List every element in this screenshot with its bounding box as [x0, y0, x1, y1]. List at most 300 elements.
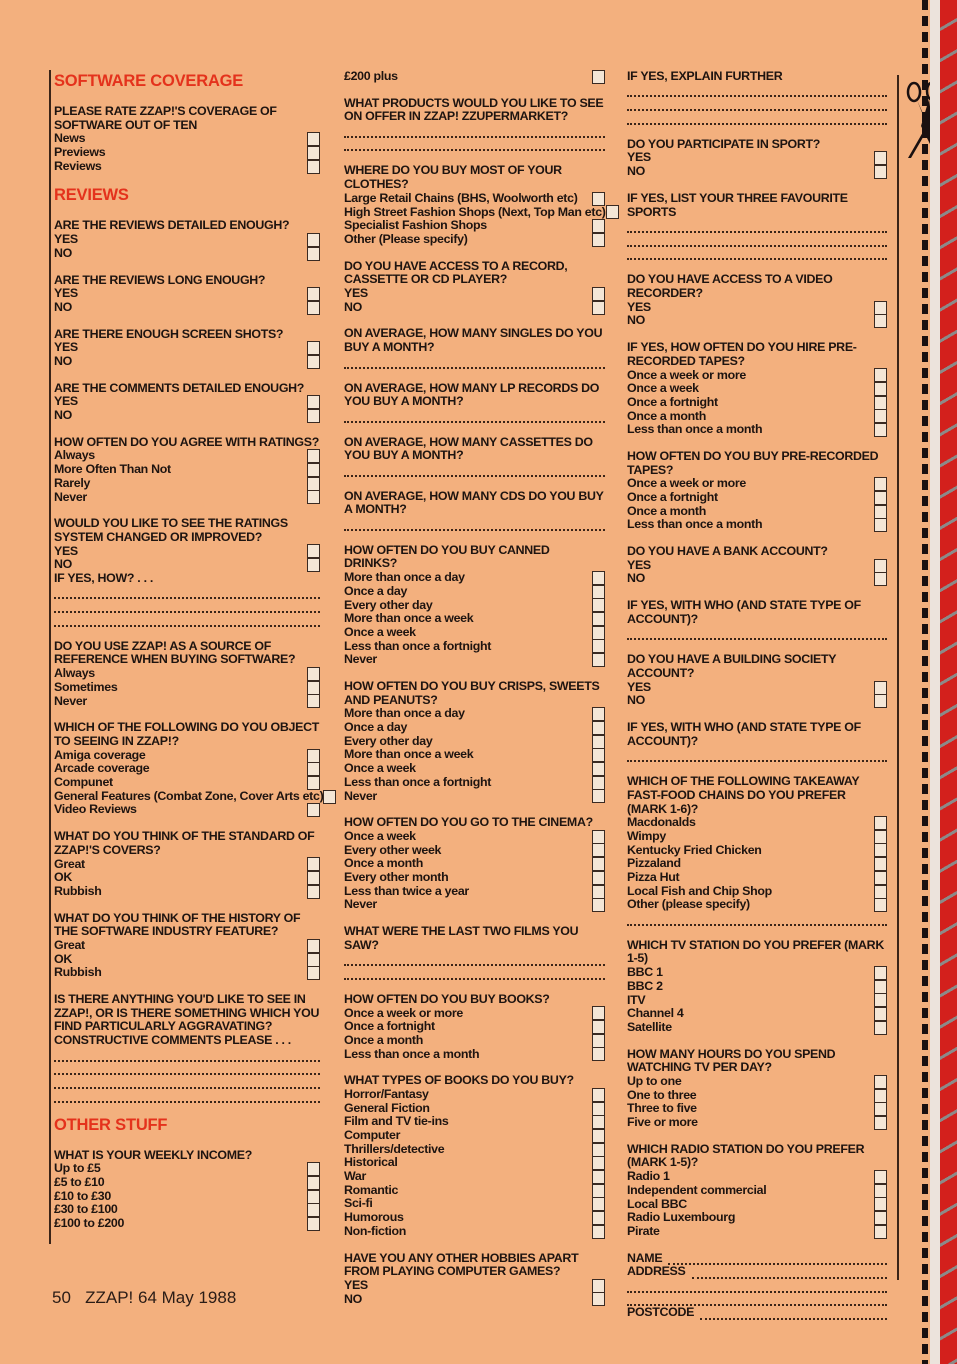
answer-option[interactable]: [54, 953, 320, 967]
survey-question: [54, 219, 320, 260]
field-line[interactable]: [700, 1308, 887, 1320]
survey-question: [54, 830, 320, 898]
answer-option[interactable]: [54, 449, 320, 463]
survey-question: [54, 274, 320, 315]
answer-option[interactable]: [344, 721, 605, 735]
answer-option[interactable]: [344, 871, 605, 885]
checkbox[interactable]: [592, 1197, 605, 1211]
checkbox[interactable]: [307, 762, 320, 776]
answer-option[interactable]: [344, 640, 605, 654]
section-heading: SOFTWARE COVERAGE: [54, 72, 244, 90]
checkbox[interactable]: [592, 612, 605, 626]
answer-option[interactable]: [344, 206, 605, 220]
checkbox[interactable]: [874, 518, 887, 532]
answer-option[interactable]: [344, 830, 605, 844]
checkbox[interactable]: [592, 70, 605, 84]
answer-option[interactable]: [627, 694, 887, 708]
answer-option[interactable]: [54, 1203, 320, 1217]
checkbox[interactable]: [307, 301, 320, 315]
answer-option[interactable]: [344, 1143, 605, 1157]
answer-option[interactable]: [344, 612, 605, 626]
answer-option[interactable]: [627, 1211, 887, 1225]
checkbox[interactable]: [592, 748, 605, 762]
option-label: Five or more: [627, 1115, 698, 1130]
answer-option[interactable]: [627, 572, 887, 586]
answer-option[interactable]: [344, 1156, 605, 1170]
form-field-postcode[interactable]: [627, 1306, 887, 1320]
checkbox[interactable]: [307, 490, 320, 504]
answer-option[interactable]: [627, 382, 887, 396]
answer-option[interactable]: [627, 1007, 887, 1021]
checkbox[interactable]: [307, 544, 320, 558]
answer-option[interactable]: [54, 966, 320, 980]
answer-option[interactable]: [344, 857, 605, 871]
checkbox[interactable]: [592, 598, 605, 612]
answer-option[interactable]: [627, 491, 887, 505]
option-label: Never: [344, 897, 377, 912]
checkbox[interactable]: [874, 1211, 887, 1225]
checkbox[interactable]: [874, 694, 887, 708]
option-label: ITV: [627, 992, 646, 1007]
answer-option[interactable]: [344, 844, 605, 858]
answer-option[interactable]: [627, 301, 887, 315]
checkbox[interactable]: [307, 160, 320, 174]
option-label: Less than once a fortnight: [344, 638, 492, 653]
option-label: Independent commercial: [627, 1182, 767, 1197]
answer-option[interactable]: [627, 994, 887, 1008]
checkbox[interactable]: [592, 721, 605, 735]
checkbox[interactable]: [592, 1115, 605, 1129]
checkbox[interactable]: [874, 993, 887, 1007]
checkbox[interactable]: [874, 857, 887, 871]
answer-option[interactable]: [54, 681, 320, 695]
answer-option[interactable]: [344, 885, 605, 899]
answer-option[interactable]: [627, 871, 887, 885]
checkbox[interactable]: [592, 857, 605, 871]
checkbox[interactable]: [874, 898, 887, 912]
checkbox[interactable]: [592, 1047, 605, 1061]
answer-option[interactable]: [54, 247, 320, 261]
answer-option[interactable]: [627, 898, 887, 912]
answer-option[interactable]: [344, 1102, 605, 1116]
answer-line[interactable]: [54, 1048, 320, 1062]
checkbox[interactable]: [592, 192, 605, 206]
option-label: Once a week or more: [344, 1005, 463, 1020]
form-field-name[interactable]: [627, 1252, 887, 1266]
perforation-dashes: [922, 0, 928, 1364]
answer-option[interactable]: [54, 355, 320, 369]
checkbox[interactable]: [592, 871, 605, 885]
checkbox[interactable]: [592, 1211, 605, 1225]
answer-option[interactable]: [344, 219, 605, 233]
checkbox[interactable]: [874, 871, 887, 885]
answer-option[interactable]: [627, 980, 887, 994]
checkbox[interactable]: [307, 395, 320, 409]
answer-option[interactable]: [627, 165, 887, 179]
checkbox[interactable]: [874, 368, 887, 382]
answer-line[interactable]: [627, 247, 887, 261]
answer-option[interactable]: [54, 1217, 320, 1231]
survey-question: [344, 544, 605, 667]
answer-option[interactable]: [344, 571, 605, 585]
answer-option[interactable]: [627, 1198, 887, 1212]
checkbox[interactable]: [592, 653, 605, 667]
checkbox[interactable]: [874, 1170, 887, 1184]
answer-option[interactable]: [627, 410, 887, 424]
checkbox[interactable]: [307, 953, 320, 967]
answer-option[interactable]: [344, 1129, 605, 1143]
answer-line[interactable]: [54, 1062, 320, 1076]
answer-option[interactable]: [627, 559, 887, 573]
answer-option[interactable]: [344, 762, 605, 776]
answer-option[interactable]: [344, 233, 605, 247]
answer-line[interactable]: [344, 517, 605, 531]
answer-option[interactable]: [627, 816, 887, 830]
answer-line[interactable]: [54, 1089, 320, 1103]
answer-option[interactable]: [344, 1034, 605, 1048]
answer-option[interactable]: [627, 314, 887, 328]
checkbox[interactable]: [307, 749, 320, 763]
checkbox[interactable]: [874, 966, 887, 980]
checkbox[interactable]: [592, 626, 605, 640]
answer-option[interactable]: [54, 132, 320, 146]
answer-option[interactable]: [627, 966, 887, 980]
page-number: 50: [52, 1288, 71, 1307]
answer-option[interactable]: [54, 885, 320, 899]
checkbox[interactable]: [307, 341, 320, 355]
answer-option[interactable]: [54, 491, 320, 505]
checkbox[interactable]: [307, 776, 320, 790]
answer-line[interactable]: [627, 233, 887, 247]
checkbox[interactable]: [307, 463, 320, 477]
form-field-continuation[interactable]: [627, 1293, 887, 1307]
answer-option[interactable]: [344, 748, 605, 762]
checkbox[interactable]: [874, 423, 887, 437]
checkbox[interactable]: [307, 857, 320, 871]
answer-option[interactable]: [344, 707, 605, 721]
field-line[interactable]: [692, 1267, 888, 1279]
checkbox[interactable]: [606, 205, 619, 219]
checkbox[interactable]: [592, 1034, 605, 1048]
answer-option[interactable]: [344, 1225, 605, 1239]
answer-option[interactable]: [627, 1170, 887, 1184]
answer-option[interactable]: [54, 667, 320, 681]
checkbox[interactable]: [874, 1021, 887, 1035]
checkbox[interactable]: [874, 980, 887, 994]
answer-option[interactable]: [54, 871, 320, 885]
checkbox[interactable]: [874, 1184, 887, 1198]
answer-option[interactable]: [627, 1184, 887, 1198]
checkbox[interactable]: [307, 1162, 320, 1176]
checkbox[interactable]: [307, 1176, 320, 1190]
answer-option[interactable]: [344, 70, 605, 84]
form-field-address[interactable]: [627, 1265, 887, 1279]
checkbox[interactable]: [874, 1102, 887, 1116]
answer-option[interactable]: [627, 1075, 887, 1089]
answer-option[interactable]: [344, 599, 605, 613]
checkbox[interactable]: [307, 287, 320, 301]
answer-option[interactable]: [627, 151, 887, 165]
answer-option[interactable]: [627, 681, 887, 695]
answer-option[interactable]: [627, 1225, 887, 1239]
checkbox[interactable]: [307, 1217, 320, 1231]
follow-up-prompt: IF YES, HOW? . . .: [54, 571, 154, 586]
answer-option[interactable]: [344, 1197, 605, 1211]
answer-option[interactable]: [54, 776, 320, 790]
option-label: Great: [54, 856, 85, 871]
checkbox[interactable]: [592, 571, 605, 585]
checkbox[interactable]: [592, 1279, 605, 1293]
answer-option[interactable]: [344, 1048, 605, 1062]
question-text: WHICH TV STATION DO YOU PREFER (MARK 1-5): [627, 937, 884, 966]
checkbox[interactable]: [874, 816, 887, 830]
checkbox[interactable]: [592, 885, 605, 899]
checkbox[interactable]: [592, 843, 605, 857]
checkbox[interactable]: [874, 477, 887, 491]
answer-option[interactable]: [344, 1170, 605, 1184]
checkbox[interactable]: [874, 505, 887, 519]
answer-option[interactable]: [627, 1021, 887, 1035]
answer-option[interactable]: [54, 477, 320, 491]
checkbox[interactable]: [592, 789, 605, 803]
checkbox[interactable]: [874, 151, 887, 165]
checkbox[interactable]: [592, 1020, 605, 1034]
field-label: NAME: [627, 1250, 663, 1265]
checkbox[interactable]: [307, 1190, 320, 1204]
survey-question: [627, 545, 887, 586]
answer-option[interactable]: [344, 735, 605, 749]
answer-option[interactable]: [627, 1102, 887, 1116]
option-label: £30 to £100: [54, 1202, 118, 1217]
answer-option[interactable]: [627, 885, 887, 899]
survey-question: [54, 328, 320, 369]
checkbox[interactable]: [307, 1203, 320, 1217]
checkbox[interactable]: [307, 146, 320, 160]
answer-option[interactable]: [344, 1020, 605, 1034]
checkbox[interactable]: [874, 491, 887, 505]
checkbox[interactable]: [592, 1006, 605, 1020]
answer-option[interactable]: [344, 790, 605, 804]
answer-line[interactable]: [627, 111, 887, 125]
answer-option[interactable]: [627, 1089, 887, 1103]
checkbox[interactable]: [874, 572, 887, 586]
checkbox[interactable]: [592, 301, 605, 315]
answer-option[interactable]: [344, 1184, 605, 1198]
checkbox[interactable]: [307, 247, 320, 261]
checkbox[interactable]: [323, 790, 336, 804]
field-line[interactable]: [627, 1281, 887, 1293]
answer-option[interactable]: [54, 395, 320, 409]
answer-option[interactable]: [627, 830, 887, 844]
answer-option[interactable]: [54, 1190, 320, 1204]
question-text: IF YES, LIST YOUR THREE FAVOURITE SPORTS: [627, 190, 848, 219]
answer-line[interactable]: [344, 138, 605, 152]
answer-option[interactable]: [344, 585, 605, 599]
answer-line[interactable]: [54, 586, 320, 600]
answer-option[interactable]: [627, 1116, 887, 1130]
answer-option[interactable]: [627, 396, 887, 410]
checkbox[interactable]: [874, 1116, 887, 1130]
cut-line: [897, 75, 899, 1280]
checkbox[interactable]: [592, 1102, 605, 1116]
checkbox[interactable]: [307, 355, 320, 369]
answer-option[interactable]: [54, 1162, 320, 1176]
checkbox[interactable]: [307, 558, 320, 572]
checkbox[interactable]: [307, 233, 320, 247]
answer-option[interactable]: [627, 369, 887, 383]
option-label: Romantic: [344, 1182, 399, 1197]
answer-line[interactable]: [627, 748, 887, 762]
answer-option[interactable]: [54, 858, 320, 872]
form-field-continuation[interactable]: [627, 1279, 887, 1293]
checkbox[interactable]: [592, 1156, 605, 1170]
checkbox[interactable]: [592, 1143, 605, 1157]
answer-option[interactable]: [344, 301, 605, 315]
survey-question: [54, 105, 320, 173]
checkbox[interactable]: [307, 681, 320, 695]
checkbox[interactable]: [307, 409, 320, 423]
answer-option[interactable]: [54, 558, 320, 572]
answer-line[interactable]: [54, 1075, 320, 1089]
answer-option[interactable]: [54, 1176, 320, 1190]
checkbox[interactable]: [592, 1184, 605, 1198]
checkbox[interactable]: [874, 382, 887, 396]
answer-option[interactable]: [344, 1007, 605, 1021]
answer-line[interactable]: [54, 599, 320, 613]
answer-option[interactable]: [54, 788, 324, 804]
answer-line[interactable]: [627, 219, 887, 233]
answer-option[interactable]: [54, 233, 320, 247]
answer-option[interactable]: [54, 803, 320, 817]
answer-option[interactable]: [54, 695, 320, 709]
answer-option[interactable]: [627, 857, 887, 871]
checkbox[interactable]: [874, 396, 887, 410]
checkbox[interactable]: [592, 585, 605, 599]
checkbox[interactable]: [592, 1129, 605, 1143]
answer-option[interactable]: [54, 341, 320, 355]
answer-option[interactable]: [627, 477, 887, 491]
answer-line[interactable]: [627, 97, 887, 111]
checkbox[interactable]: [307, 667, 320, 681]
checkbox[interactable]: [307, 694, 320, 708]
checkbox[interactable]: [592, 639, 605, 653]
answer-option[interactable]: [54, 939, 320, 953]
answer-option[interactable]: [627, 518, 887, 532]
checkbox[interactable]: [307, 871, 320, 885]
checkbox[interactable]: [874, 1075, 887, 1089]
checkbox[interactable]: [874, 1225, 887, 1239]
answer-line[interactable]: [344, 952, 605, 966]
checkbox[interactable]: [307, 939, 320, 953]
option-label: Never: [54, 489, 87, 504]
checkbox[interactable]: [592, 233, 605, 247]
checkbox[interactable]: [874, 409, 887, 423]
answer-line[interactable]: [344, 966, 605, 980]
answer-option[interactable]: [54, 160, 320, 174]
answer-option[interactable]: [54, 545, 320, 559]
answer-option[interactable]: [344, 1293, 605, 1307]
answer-line[interactable]: [344, 409, 605, 423]
checkbox[interactable]: [592, 219, 605, 233]
checkbox[interactable]: [874, 843, 887, 857]
answer-line[interactable]: [344, 463, 605, 477]
checkbox[interactable]: [592, 1292, 605, 1306]
answer-line[interactable]: [627, 627, 887, 641]
answer-line[interactable]: [344, 124, 605, 138]
answer-option[interactable]: [627, 423, 887, 437]
checkbox[interactable]: [874, 830, 887, 844]
checkbox[interactable]: [592, 762, 605, 776]
checkbox[interactable]: [874, 1007, 887, 1021]
checkbox[interactable]: [592, 898, 605, 912]
checkbox[interactable]: [874, 885, 887, 899]
question-text: ARE THE REVIEWS LONG ENOUGH?: [54, 272, 266, 287]
answer-option[interactable]: [344, 1211, 605, 1225]
field-line[interactable]: [668, 1253, 887, 1265]
answer-option[interactable]: [344, 898, 605, 912]
answer-line[interactable]: [344, 355, 605, 369]
answer-option[interactable]: [627, 505, 887, 519]
checkbox[interactable]: [592, 707, 605, 721]
answer-option[interactable]: [344, 1088, 605, 1102]
checkbox[interactable]: [874, 681, 887, 695]
question-text: IF YES, WITH WHO (AND STATE TYPE OF ACCOUNT)?: [627, 598, 861, 626]
checkbox[interactable]: [592, 776, 605, 790]
answer-option[interactable]: [344, 776, 605, 790]
survey-question: [54, 1149, 320, 1231]
checkbox[interactable]: [307, 966, 320, 980]
answer-option[interactable]: [344, 192, 605, 206]
checkbox[interactable]: [592, 1170, 605, 1184]
checkbox[interactable]: [307, 803, 320, 817]
answer-option[interactable]: [344, 653, 605, 667]
checkbox[interactable]: [307, 449, 320, 463]
checkbox[interactable]: [874, 1197, 887, 1211]
checkbox[interactable]: [592, 735, 605, 749]
answer-option[interactable]: [344, 1115, 605, 1129]
answer-option[interactable]: [344, 1279, 605, 1293]
answer-line[interactable]: [54, 613, 320, 627]
answer-line[interactable]: [627, 84, 887, 98]
checkbox[interactable]: [874, 314, 887, 328]
checkbox[interactable]: [307, 132, 320, 146]
checkbox[interactable]: [592, 830, 605, 844]
answer-option[interactable]: [344, 626, 605, 640]
checkbox[interactable]: [874, 559, 887, 573]
checkbox[interactable]: [874, 301, 887, 315]
checkbox[interactable]: [592, 1088, 605, 1102]
answer-option[interactable]: [54, 146, 320, 160]
checkbox[interactable]: [874, 1089, 887, 1103]
checkbox[interactable]: [307, 477, 320, 491]
answer-option[interactable]: [54, 409, 320, 423]
checkbox[interactable]: [874, 165, 887, 179]
checkbox[interactable]: [307, 885, 320, 899]
answer-option[interactable]: [54, 301, 320, 315]
answer-option[interactable]: [54, 463, 320, 477]
answer-option[interactable]: [344, 287, 605, 301]
checkbox[interactable]: [592, 287, 605, 301]
option-label: More than once a day: [344, 570, 465, 585]
option-label: More than once a day: [344, 706, 465, 721]
answer-line[interactable]: [627, 912, 887, 926]
answer-option[interactable]: [54, 749, 320, 763]
answer-option[interactable]: [54, 287, 320, 301]
answer-option[interactable]: [54, 762, 320, 776]
option-label: Less than once a month: [344, 1046, 480, 1061]
checkbox[interactable]: [592, 1225, 605, 1239]
answer-option[interactable]: [627, 844, 887, 858]
